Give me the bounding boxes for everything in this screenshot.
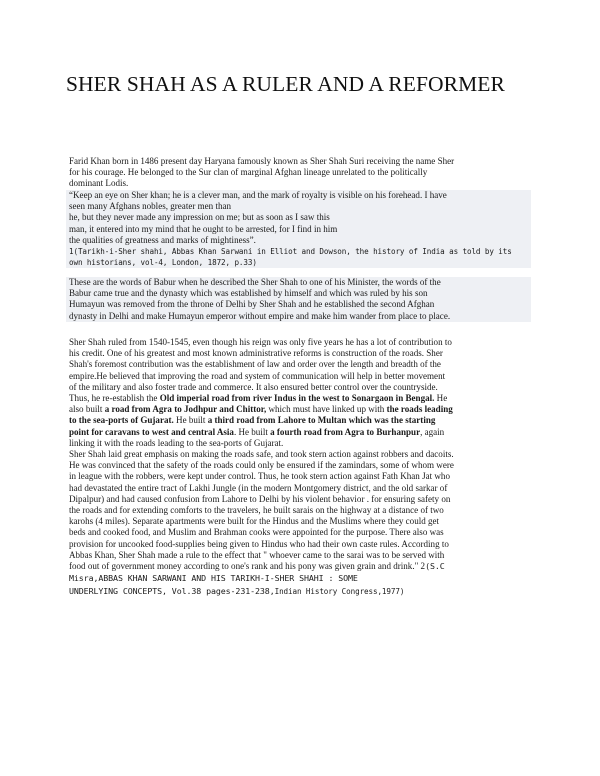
text-line: linking it with the roads leading to the sea-ports of Gujarat. — [69, 437, 284, 448]
text-line: he, but they never made any impression on me; but as soon as I saw this — [69, 212, 330, 223]
text-line: karohs (4 miles). Separate apartments were built for the Hindus and the Muslims where they could get — [69, 516, 440, 527]
text-line: the roads and for extending comforts to the travelers, he built sarais on the highway at a distance of two — [69, 504, 444, 515]
text-line: the qualities of greatness and marks of mightiness”. — [69, 234, 256, 245]
text-run: He built — [173, 415, 208, 426]
text-line — [69, 404, 539, 415]
text-line — [69, 427, 539, 438]
roads-paragraph — [69, 337, 539, 449]
babur-paragraph — [66, 277, 531, 322]
babur-quote — [66, 190, 531, 268]
text-line: beds and cooked food, and Muslim and Brahman cooks were appointed for the purpose. There also was — [69, 527, 444, 538]
text-line: Sher Shah laid great emphasis on making the roads safe, and took stern action against robbers and dacoits. — [69, 449, 454, 459]
text-line: Babur came true and the dynasty which was established by himself and which was ruled by his son — [69, 288, 428, 299]
citation-run: (S.C — [425, 560, 445, 571]
safety-paragraph — [69, 449, 539, 597]
text-line: Abbas Khan, Sher Shah made a rule to the effect that " whoever came to the sarai was to be served with — [69, 549, 445, 560]
text-line: “Keep an eye on Sher khan; he is a clever man, and the mark of royalty is visible on his forehead. I have — [69, 190, 447, 200]
citation-line: own historians, vol-4, London, 1872, p.33) — [69, 258, 257, 268]
text-line: man, it entered into my mind that he ought to be arrested, for I find in him — [69, 223, 338, 234]
text-run: . He built — [233, 426, 271, 437]
text-line: Sher Shah ruled from 1540-1545, even though his reign was only five years he has a lot of contribution to — [69, 337, 452, 347]
citation-line: 1(Tarikh-i-Sher shahi, Abbas Khan Sarwani in Elliot and Dowson, the history of India as told by its — [69, 246, 512, 256]
text-line: Shah's foremost contribution was the establishment of law and order over the length and breadth of the — [69, 359, 441, 370]
text-line — [69, 561, 539, 572]
bold-road-name: to the sea-ports of Gujarat. — [69, 415, 174, 426]
text-line: He was convinced that the safety of the roads could only be ensured if the zamindars, some of whom were — [69, 460, 454, 471]
text-line: his credit. One of his greatest and most known administrative reforms is construction of the roads. Sher — [69, 348, 443, 359]
text-run: also built — [69, 404, 105, 415]
text-line: These are the words of Babur when he described the Sher Shah to one of his Minister, the words of the — [69, 277, 441, 287]
citation-line: Misra,ABBAS KHAN SARWANI AND HIS TARIKH-I-SHER SHAHI : SOME — [69, 573, 358, 584]
bold-road-name: a road from Agra to Jodhpur and Chittor, — [104, 404, 267, 415]
text-line: Farid Khan born in 1486 present day Haryana famously known as Sher Shah Suri receiving the name Sher — [69, 156, 455, 166]
text-line: Dipalpur) and had caused confusion from Lahore to Delhi by his violent behavior . for ensuring safety on — [69, 493, 451, 504]
page-title: SHER SHAH AS A RULER AND A REFORMER — [66, 72, 505, 96]
text-line: empire.He believed that improving the road and system of communication will help in better movement — [69, 370, 446, 381]
text-line: dominant Lodis. — [69, 178, 129, 189]
text-line: in league with the robbers, were kept under control. Thus, he took stern action against Fath Khan Jat who — [69, 471, 450, 482]
text-line: seen many Afghans nobles, greater men than — [69, 201, 232, 212]
bold-road-name: Old imperial road from river Indus in the west to Sonargaon in Bengal. — [159, 392, 435, 403]
bold-road-name: point for caravans to west and central Asia — [69, 426, 234, 437]
citation-run: Indian History Congress,1977) — [274, 586, 405, 596]
text-line: of the military and also foster trade and commerce. It also ensured better control over the countryside. — [69, 381, 438, 392]
text-line: for his courage. He belonged to the Sur clan of marginal Afghan lineage unrelated to the politically — [69, 167, 428, 178]
text-line — [69, 415, 539, 426]
text-line — [69, 393, 539, 404]
text-run: which must have linked up with — [266, 404, 387, 415]
bold-road-name: the roads leading — [386, 404, 453, 415]
citation-run: UNDERLYING CONCEPTS, Vol.38 pages-231-238, — [69, 585, 275, 596]
bold-road-name: a fourth road from Agra to Burhanpur — [270, 426, 421, 437]
text-line: had devastated the entire tract of Lakhi Jungle (in the modern Montgomery district, and the old sarkar of — [69, 482, 448, 493]
citation-line — [69, 585, 539, 598]
text-run: food out of government money according to one's rank and his pony was given grain and drink." 2 — [69, 560, 426, 571]
bold-road-name: a third road from Lahore to Multan which was the starting — [207, 415, 436, 426]
intro-paragraph — [69, 156, 539, 190]
text-run: , again — [420, 426, 445, 437]
text-run: Thus, he re-establish the — [69, 392, 160, 403]
text-line: provision for uncooked food-supplies being given to Hindus who had their own caste rules. According to — [69, 538, 449, 549]
text-run: He — [434, 392, 448, 403]
text-line: dynasty in Delhi and make Humayun emperor without empire and make him wander from place to place. — [69, 310, 451, 321]
text-line: Humayun was removed from the throne of Delhi by Sher Shah and he established the second Afghan — [69, 299, 435, 310]
